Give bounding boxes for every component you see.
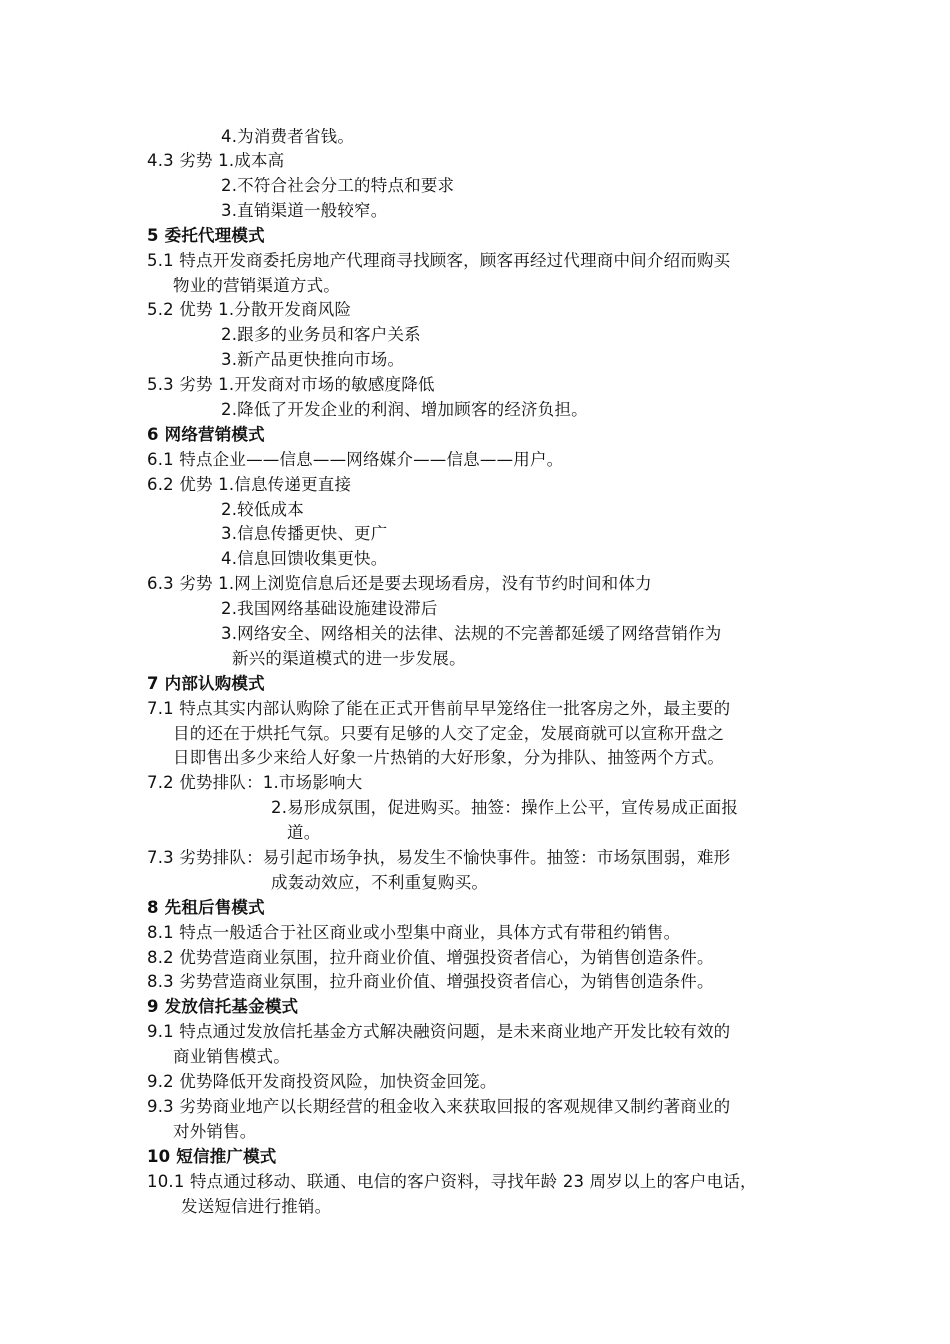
text-line: 6.3 劣势 1.网上浏览信息后还是要去现场看房，没有节约时间和体力 bbox=[147, 574, 652, 593]
text-line: 2.易形成氛围，促进购买。抽签：操作上公平，宣传易成正面报 bbox=[271, 798, 739, 817]
text-line: 日即售出多少来给人好象一片热销的大好形象，分为排队、抽签两个方式。 bbox=[173, 748, 725, 767]
text-line: 3.网络安全、网络相关的法律、法规的不完善都延缓了网络营销作为 bbox=[221, 624, 722, 643]
text-line: 6.1 特点企业——信息——网络媒介——信息——用户。 bbox=[147, 450, 564, 469]
section-heading: 10 短信推广模式 bbox=[147, 1147, 277, 1166]
text-line: 新兴的渠道模式的进一步发展。 bbox=[232, 649, 466, 668]
text-line: 7.2 优势排队：1.市场影响大 bbox=[147, 773, 363, 792]
text-line: 道。 bbox=[287, 823, 321, 842]
text-line: 4.为消费者省钱。 bbox=[221, 127, 355, 146]
text-line: 7.3 劣势排队：易引起市场争执，易发生不愉快事件。抽签：市场氛围弱，难形 bbox=[147, 848, 731, 867]
section-heading: 5 委托代理模式 bbox=[147, 226, 265, 245]
text-line: 2.跟多的业务员和客户关系 bbox=[221, 325, 421, 344]
text-line: 8.2 优势营造商业氛围，拉升商业价值、增强投资者信心，为销售创造条件。 bbox=[147, 948, 714, 967]
text-line: 物业的营销渠道方式。 bbox=[173, 276, 340, 295]
text-line: 4.信息回馈收集更快。 bbox=[221, 549, 388, 568]
text-line: 3.信息传播更快、更广 bbox=[221, 524, 388, 543]
text-line: 8.3 劣势营造商业氛围，拉升商业价值、增强投资者信心，为销售创造条件。 bbox=[147, 972, 714, 991]
text-line: 9.3 劣势商业地产以长期经营的租金收入来获取回报的客观规律又制约著商业的 bbox=[147, 1097, 731, 1116]
text-line: 9.1 特点通过发放信托基金方式解决融资问题，是未来商业地产开发比较有效的 bbox=[147, 1022, 731, 1041]
text-line: 5.3 劣势 1.开发商对市场的敏感度降低 bbox=[147, 375, 435, 394]
text-line: 10.1 特点通过移动、联通、电信的客户资料，寻找年龄 23 周岁以上的客户电话， bbox=[147, 1172, 757, 1191]
text-line: 5.2 优势 1.分散开发商风险 bbox=[147, 300, 352, 319]
text-line: 2.较低成本 bbox=[221, 500, 304, 519]
text-line: 成轰动效应，不利重复购买。 bbox=[271, 873, 489, 892]
text-line: 7.1 特点其实内部认购除了能在正式开售前早早笼络住一批客房之外，最主要的 bbox=[147, 699, 731, 718]
text-line: 5.1 特点开发商委托房地产代理商寻找顾客，顾客再经过代理商中间介绍而购买 bbox=[147, 251, 731, 270]
text-line: 4.3 劣势 1.成本高 bbox=[147, 151, 285, 170]
section-heading: 9 发放信托基金模式 bbox=[147, 997, 299, 1016]
text-line: 3.新产品更快推向市场。 bbox=[221, 350, 405, 369]
text-line: 8.1 特点一般适合于社区商业或小型集中商业，具体方式有带租约销售。 bbox=[147, 923, 681, 942]
text-line: 2.降低了开发企业的利润、增加顾客的经济负担。 bbox=[221, 400, 588, 419]
text-line: 3.直销渠道一般较窄。 bbox=[221, 201, 388, 220]
text-line: 9.2 优势降低开发商投资风险，加快资金回笼。 bbox=[147, 1072, 497, 1091]
text-line: 商业销售模式。 bbox=[173, 1047, 290, 1066]
text-line: 2.不符合社会分工的特点和要求 bbox=[221, 176, 455, 195]
section-heading: 8 先租后售模式 bbox=[147, 898, 265, 917]
text-line: 对外销售。 bbox=[173, 1122, 257, 1141]
text-line: 发送短信进行推销。 bbox=[181, 1197, 332, 1216]
text-line: 2.我国网络基础设施建设滞后 bbox=[221, 599, 438, 618]
section-heading: 7 内部认购模式 bbox=[147, 674, 265, 693]
text-line: 目的还在于烘托气氛。只要有足够的人交了定金，发展商就可以宣称开盘之 bbox=[173, 724, 725, 743]
section-heading: 6 网络营销模式 bbox=[147, 425, 265, 444]
text-line: 6.2 优势 1.信息传递更直接 bbox=[147, 475, 352, 494]
